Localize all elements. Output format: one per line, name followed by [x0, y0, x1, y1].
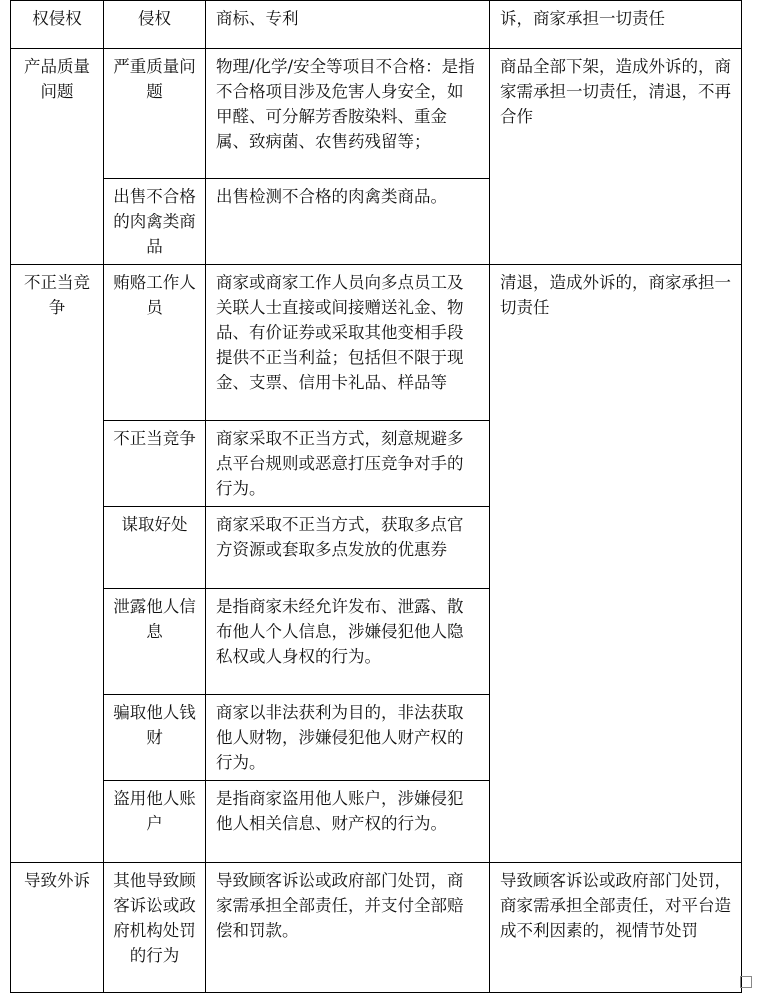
penalty-cell: 商品全部下架，造成外诉的，商家需承担一切责任，清退，不再合作 — [490, 49, 742, 265]
desc-cell: 商家采取不正当方式，获取多点官方资源或套取多点发放的优惠券 — [206, 507, 490, 589]
table-row — [11, 863, 742, 993]
desc-cell: 物理/化学/安全等项目不合格：是指不合格项目涉及危害人身安全，如甲醛、可分解芳香胺染料、重金属、致病菌、农售药残留等； — [206, 49, 490, 179]
penalty-cell: 清退，造成外诉的，商家承担一切责任 — [490, 265, 742, 863]
penalty-cell: 导致顾客诉讼或政府部门处罚，商家需承担全部责任，对平台造成不利因素的，视情节处罚 — [490, 863, 742, 993]
type-cell: 泄露他人信息 — [104, 589, 206, 695]
desc-cell: 商家或商家工作人员向多点员工及关联人士直接或间接赠送礼金、物品、有价证券或采取其他变相手段提供不正当利益；包括但不限于现金、支票、信用卡礼品、样品等 — [206, 265, 490, 421]
desc-cell: 商家采取不正当方式，刻意规避多点平台规则或恶意打压竞争对手的行为。 — [206, 421, 490, 507]
type-cell: 其他导致顾客诉讼或政府机构处罚的行为 — [104, 863, 206, 993]
type-cell: 谋取好处 — [104, 507, 206, 589]
category-cell: 不正当竞争 — [11, 265, 104, 863]
header-cell-type: 侵权 — [104, 1, 206, 49]
text-boundary-marker — [740, 976, 752, 988]
penalty-table — [10, 0, 742, 993]
header-cell-desc: 商标、专利 — [206, 1, 490, 49]
table-row — [11, 1, 742, 49]
desc-cell: 导致顾客诉讼或政府部门处罚，商家需承担全部责任，并支付全部赔偿和罚款。 — [206, 863, 490, 993]
desc-cell: 商家以非法获利为目的，非法获取他人财物，涉嫌侵犯他人财产权的行为。 — [206, 695, 490, 781]
document-page — [10, 0, 742, 993]
type-cell: 骗取他人钱财 — [104, 695, 206, 781]
type-cell: 不正当竞争 — [104, 421, 206, 507]
table-row — [11, 265, 742, 421]
type-cell: 严重质量问题 — [104, 49, 206, 179]
category-cell: 产品质量问题 — [11, 49, 104, 265]
desc-cell: 出售检测不合格的肉禽类商品。 — [206, 179, 490, 265]
type-cell: 盗用他人账户 — [104, 781, 206, 863]
header-cell-penalty: 诉，商家承担一切责任 — [490, 1, 742, 49]
category-cell: 导致外诉 — [11, 863, 104, 993]
desc-cell: 是指商家未经允许发布、泄露、散布他人个人信息，涉嫌侵犯他人隐私权或人身权的行为。 — [206, 589, 490, 695]
table-row — [11, 49, 742, 179]
header-cell-category: 权侵权 — [11, 1, 104, 49]
type-cell: 贿赂工作人员 — [104, 265, 206, 421]
desc-cell: 是指商家盗用他人账户，涉嫌侵犯他人相关信息、财产权的行为。 — [206, 781, 490, 863]
type-cell: 出售不合格的肉禽类商品 — [104, 179, 206, 265]
